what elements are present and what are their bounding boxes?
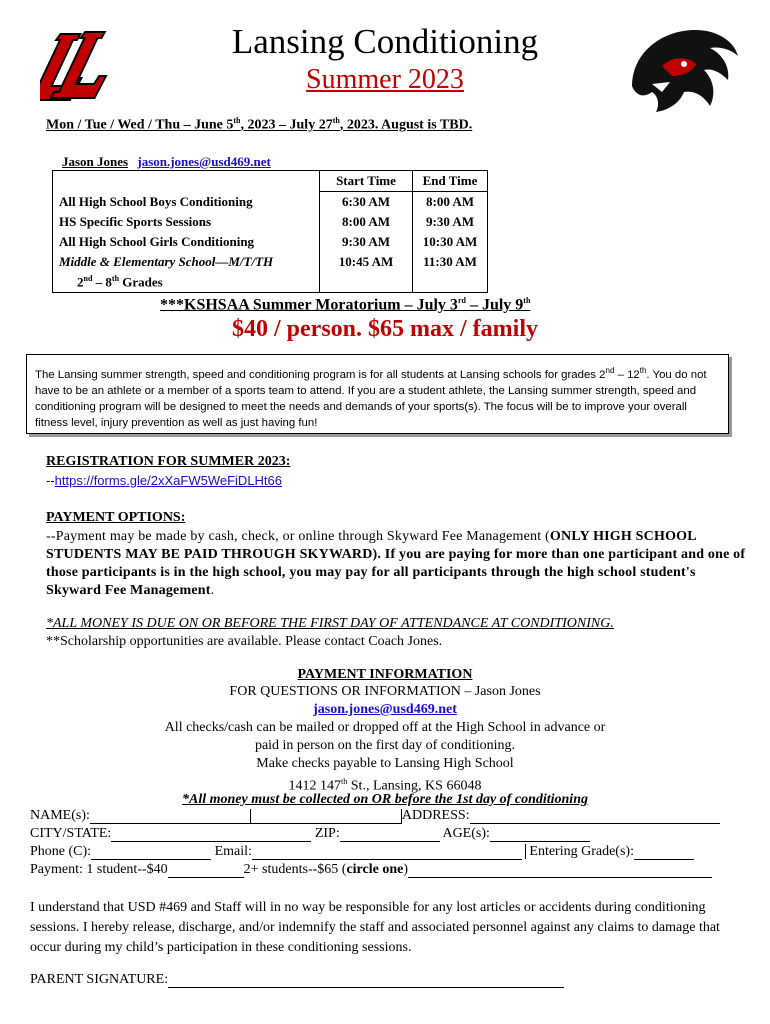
liability-waiver: I understand that USD #469 and Staff will in no way be responsible for any lost articles or accidents during conditioning sessions. I hereby release, discharge, and/or indemnify the staff and associated personnel against any claims to damage that occur during my child’s participation in these conditioning sessions.: [30, 900, 720, 955]
ages-field[interactable]: [490, 827, 590, 842]
schedule-table: [52, 170, 488, 293]
name-label: NAME(s):: [30, 808, 90, 823]
contact-name: Jason Jones: [62, 154, 129, 169]
payment-info-email[interactable]: jason.jones@usd469.net: [313, 702, 457, 717]
checks-line-2: paid in person on the first day of conditioning.: [254, 738, 516, 753]
phone-field[interactable]: [91, 845, 211, 860]
grade-field[interactable]: [634, 845, 694, 860]
phone-label: Phone (C):: [30, 844, 92, 859]
questions-line: FOR QUESTIONS OR INFORMATION – Jason Jones: [229, 684, 541, 699]
registration-line: --https://forms.gle/2xXaFW5WeFiDLHt66: [46, 473, 283, 488]
address-label: ADDRESS:: [401, 808, 470, 823]
ages-label: AGE(s):: [442, 826, 490, 841]
table-row: All High School Girls Conditioning 9:30 AM 10:30 AM: [53, 232, 488, 252]
table-row: [53, 272, 488, 293]
payment-options-heading: PAYMENT OPTIONS:: [46, 510, 186, 525]
contact-email[interactable]: jason.jones@usd469.net: [137, 154, 271, 169]
zip-label: ZIP:: [314, 826, 340, 841]
page-subtitle: Summer 2023: [306, 64, 464, 95]
scholarship-note: **Scholarship opportunities are available. Please contact Coach Jones.: [46, 634, 443, 649]
grade-label: Entering Grade(s):: [525, 844, 634, 859]
page-title: Lansing Conditioning: [231, 22, 539, 61]
city-label: CITY/STATE:: [30, 826, 112, 841]
payment-option-1[interactable]: Payment: 1 student--$40: [30, 862, 168, 877]
zip-field[interactable]: [340, 827, 440, 842]
table-row: HS Specific Sports Sessions 8:00 AM 9:30 AM: [53, 212, 488, 232]
price-heading: $40 / person. $65 max / family: [232, 316, 538, 342]
header-end-time: End Time: [413, 171, 488, 192]
school-address: 1412 147th St., Lansing, KS 66048: [288, 777, 482, 794]
schedule-dates: Mon / Tue / Wed / Thu – June 5th, 2023 – July 27th, 2023. August is TBD.: [46, 116, 473, 133]
collection-notice: *All money must be collected on OR before the 1st day of conditioning: [182, 792, 588, 807]
header-start-time: Start Time: [320, 171, 413, 192]
moratorium-notice: ***KSHSAA Summer Moratorium – July 3rd – July 9th: [160, 296, 531, 314]
table-row: Middle & Elementary School—M/T/TH 10:45 AM 11:30 AM: [53, 252, 488, 272]
checks-line-1: All checks/cash can be mailed or dropped off at the High School in advance or: [164, 720, 606, 735]
contact-line: [62, 154, 271, 170]
payment-option-2[interactable]: 2+ students--$65 (circle one): [243, 862, 408, 877]
name-field[interactable]: [90, 809, 250, 824]
table-row: All High School Boys Conditioning 6:30 AM 8:00 AM: [53, 192, 488, 213]
email-field[interactable]: [252, 845, 522, 860]
registration-heading: REGISTRATION FOR SUMMER 2023:: [46, 454, 291, 469]
parent-signature: [30, 972, 564, 988]
money-due-note: *ALL MONEY IS DUE ON OR BEFORE THE FIRST DAY OF ATTENDANCE AT CONDITIONING.: [46, 616, 614, 631]
payment-options-text: --Payment may be made by cash, check, or online through Skyward Fee Management (ONLY HIGH SCHOOL STUDENTS MAY BE PAID THROUGH SKYWARD). If you are paying for more than one participant and one of those participants is in the high school, you may pay for all participants through the high school student's Skyward Fee Management.: [46, 529, 746, 598]
city-field[interactable]: [111, 827, 311, 842]
payment-info-heading: PAYMENT INFORMATION: [297, 667, 473, 682]
signature-field[interactable]: [168, 973, 564, 988]
payment-notes: [46, 615, 614, 651]
payable-line: Make checks payable to Lansing High School: [256, 756, 514, 771]
registration-link[interactable]: https://forms.gle/2xXaFW5WeFiDLHt66: [54, 473, 283, 488]
email-label: Email:: [214, 844, 252, 859]
name-field-2[interactable]: [250, 809, 402, 824]
signature-label: PARENT SIGNATURE:: [30, 972, 169, 987]
address-field[interactable]: [470, 809, 720, 824]
grades-label: 2nd – 8th Grades: [53, 272, 320, 293]
program-description: The Lansing summer strength, speed and conditioning program is for all students at Lansing schools for grades 2nd – 12th. You do not have to be an athlete or a member of a sports team to attend. If you are a student athlete, the Lansing summer strength, speed and conditioning program will be designed to meet the needs and demands of your sports(s). The focus will be to improve your overall fitness level, injury prevention as well as just having fun!: [26, 354, 729, 434]
